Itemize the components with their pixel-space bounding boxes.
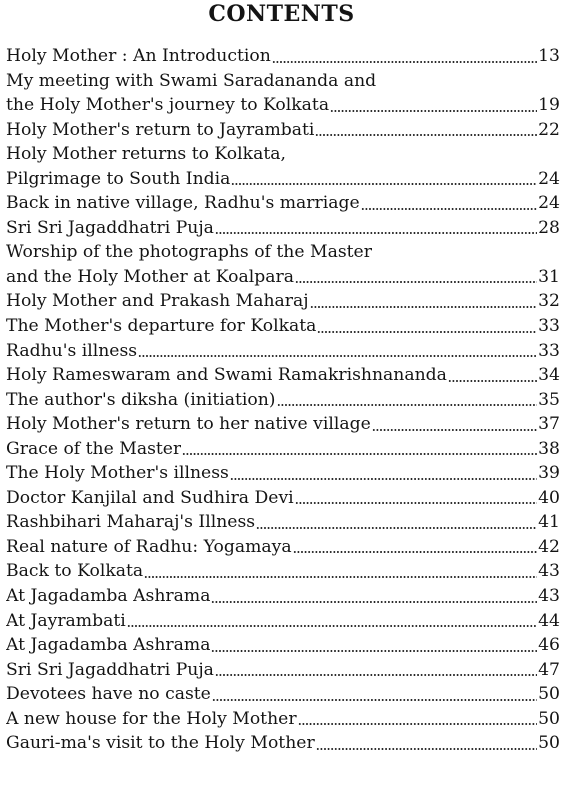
- toc-entry-title: At Jagadamba Ashrama: [6, 586, 211, 607]
- dot-leader: [361, 208, 537, 210]
- toc-entry: [6, 44, 560, 69]
- toc-entry: [6, 633, 560, 658]
- toc-entry-title: Real nature of Radhu: Yogamaya: [6, 536, 292, 557]
- dot-leader: [256, 527, 537, 529]
- toc-entry: [6, 339, 560, 364]
- toc-entry: [6, 216, 560, 241]
- toc-page-number: 47: [538, 659, 560, 680]
- toc-entry: [6, 584, 560, 609]
- toc-entry: [6, 412, 560, 437]
- toc-entry: [6, 314, 560, 339]
- dot-leader: [295, 502, 537, 504]
- toc-page-number: 37: [538, 414, 560, 435]
- toc-page-number: 34: [538, 365, 560, 386]
- toc-page-number: 38: [538, 438, 560, 459]
- toc-page-number: 41: [538, 512, 560, 533]
- dot-leader: [372, 429, 537, 431]
- toc-entry-title: A new house for the Holy Mother: [6, 708, 297, 729]
- toc-page-number: 28: [538, 217, 560, 238]
- toc-entry: [6, 265, 560, 290]
- dot-leader: [330, 110, 537, 112]
- dot-leader: [272, 61, 537, 63]
- toc-entry-title: Holy Mother returns to Kolkata,: [6, 144, 286, 165]
- toc-entry: [6, 486, 560, 511]
- dot-leader: [295, 281, 537, 283]
- toc-page-number: 33: [538, 316, 560, 337]
- toc-page-number: 19: [538, 95, 560, 116]
- toc-entry: [6, 707, 560, 732]
- toc-page-number: 44: [538, 610, 560, 631]
- toc-page-number: 32: [538, 291, 560, 312]
- toc-page-number: 50: [538, 708, 560, 729]
- dot-leader: [127, 625, 537, 627]
- toc-entry: [6, 609, 560, 634]
- toc-entry-title: Back to Kolkata: [6, 561, 144, 582]
- dot-leader: [211, 650, 537, 652]
- toc-entry-title: and the Holy Mother at Koalpara: [6, 266, 294, 287]
- toc-page-number: 39: [538, 463, 560, 484]
- toc-page-number: 31: [538, 266, 560, 287]
- toc-entry: [6, 437, 560, 462]
- toc-page-number: 43: [538, 586, 560, 607]
- toc-entry-title: Rashbihari Maharaj's Illness: [6, 512, 256, 533]
- toc-entry: [6, 363, 560, 388]
- toc-entry-title: At Jagadamba Ashrama: [6, 635, 211, 656]
- toc-entry: [6, 118, 560, 143]
- toc-entry: [6, 658, 560, 683]
- dot-leader: [316, 748, 537, 750]
- toc-entry: [6, 142, 560, 167]
- toc-entry: [6, 167, 560, 192]
- toc-entry: [6, 289, 560, 314]
- toc-page-number: 40: [538, 487, 560, 508]
- toc-page-number: 46: [538, 635, 560, 656]
- toc-entry: [6, 510, 560, 535]
- toc-entry-title: The Mother's departure for Kolkata: [6, 316, 317, 337]
- dot-leader: [310, 306, 538, 308]
- toc-entry-title: Sri Sri Jagaddhatri Puja: [6, 217, 214, 238]
- toc-entry-title: Radhu's illness: [6, 340, 138, 361]
- dot-leader: [211, 601, 537, 603]
- toc-entry: [6, 535, 560, 560]
- toc-entry-title: Back in native village, Radhu's marriage: [6, 193, 360, 214]
- toc-entry-title: Gauri-ma's visit to the Holy Mother: [6, 733, 315, 754]
- dot-leader: [215, 674, 537, 676]
- toc-entry-title: At Jayrambati: [6, 610, 126, 631]
- toc-entry-title: Worship of the photographs of the Master: [6, 242, 372, 263]
- toc-entry-title: Holy Mother's return to Jayrambati: [6, 119, 315, 140]
- toc-entry: [6, 93, 560, 118]
- toc-page-number: 43: [538, 561, 560, 582]
- toc-entry: [6, 731, 560, 756]
- toc-entry-title: Holy Mother's return to her native village: [6, 414, 371, 435]
- toc-entry-title: Doctor Kanjilal and Sudhira Devi: [6, 487, 294, 508]
- dot-leader: [182, 453, 537, 455]
- dot-leader: [298, 723, 538, 725]
- dot-leader: [230, 478, 537, 480]
- toc-entry: [6, 69, 560, 94]
- dot-leader: [317, 331, 537, 333]
- toc-page-number: 35: [538, 389, 560, 410]
- toc-page-number: 50: [538, 733, 560, 754]
- dot-leader: [138, 355, 537, 357]
- toc-entry: [6, 240, 560, 265]
- dot-leader: [448, 380, 537, 382]
- dot-leader: [144, 576, 537, 578]
- dot-leader: [315, 134, 537, 136]
- toc-entry-title: Devotees have no caste: [6, 684, 211, 705]
- toc-entry-title: Grace of the Master: [6, 438, 182, 459]
- toc-entry: [6, 388, 560, 413]
- toc-page-number: 42: [538, 536, 560, 557]
- toc-page-number: 13: [538, 46, 560, 66]
- toc-entry-title: My meeting with Swami Saradananda and: [6, 70, 377, 91]
- dot-leader: [277, 404, 538, 406]
- toc-entry: [6, 682, 560, 707]
- toc-page-number: 50: [538, 684, 560, 705]
- toc-page-number: 33: [538, 340, 560, 361]
- toc-entry-title: The author's diksha (initiation): [6, 389, 276, 410]
- dot-leader: [215, 232, 537, 234]
- toc-entry-title: The Holy Mother's illness: [6, 463, 229, 484]
- toc-entry-title: Holy Rameswaram and Swami Ramakrishnananda: [6, 365, 447, 386]
- toc-entry-title: Holy Mother : An Introduction: [6, 46, 271, 66]
- toc-entry-title: Sri Sri Jagaddhatri Puja: [6, 659, 214, 680]
- toc-entry-title: the Holy Mother's journey to Kolkata: [6, 95, 330, 116]
- toc-entry-title: Pilgrimage to South India: [6, 168, 231, 189]
- toc-entry: [6, 461, 560, 486]
- table-of-contents: [6, 44, 560, 756]
- dot-leader: [212, 699, 537, 701]
- toc-entry-title: Holy Mother and Prakash Maharaj: [6, 291, 309, 312]
- toc-entry: [6, 559, 560, 584]
- page-title: CONTENTS: [208, 1, 355, 27]
- dot-leader: [231, 183, 537, 185]
- toc-page-number: 22: [538, 119, 560, 140]
- toc-page-number: 24: [538, 193, 560, 214]
- toc-page-number: 24: [538, 168, 560, 189]
- dot-leader: [293, 551, 538, 553]
- toc-entry: [6, 191, 560, 216]
